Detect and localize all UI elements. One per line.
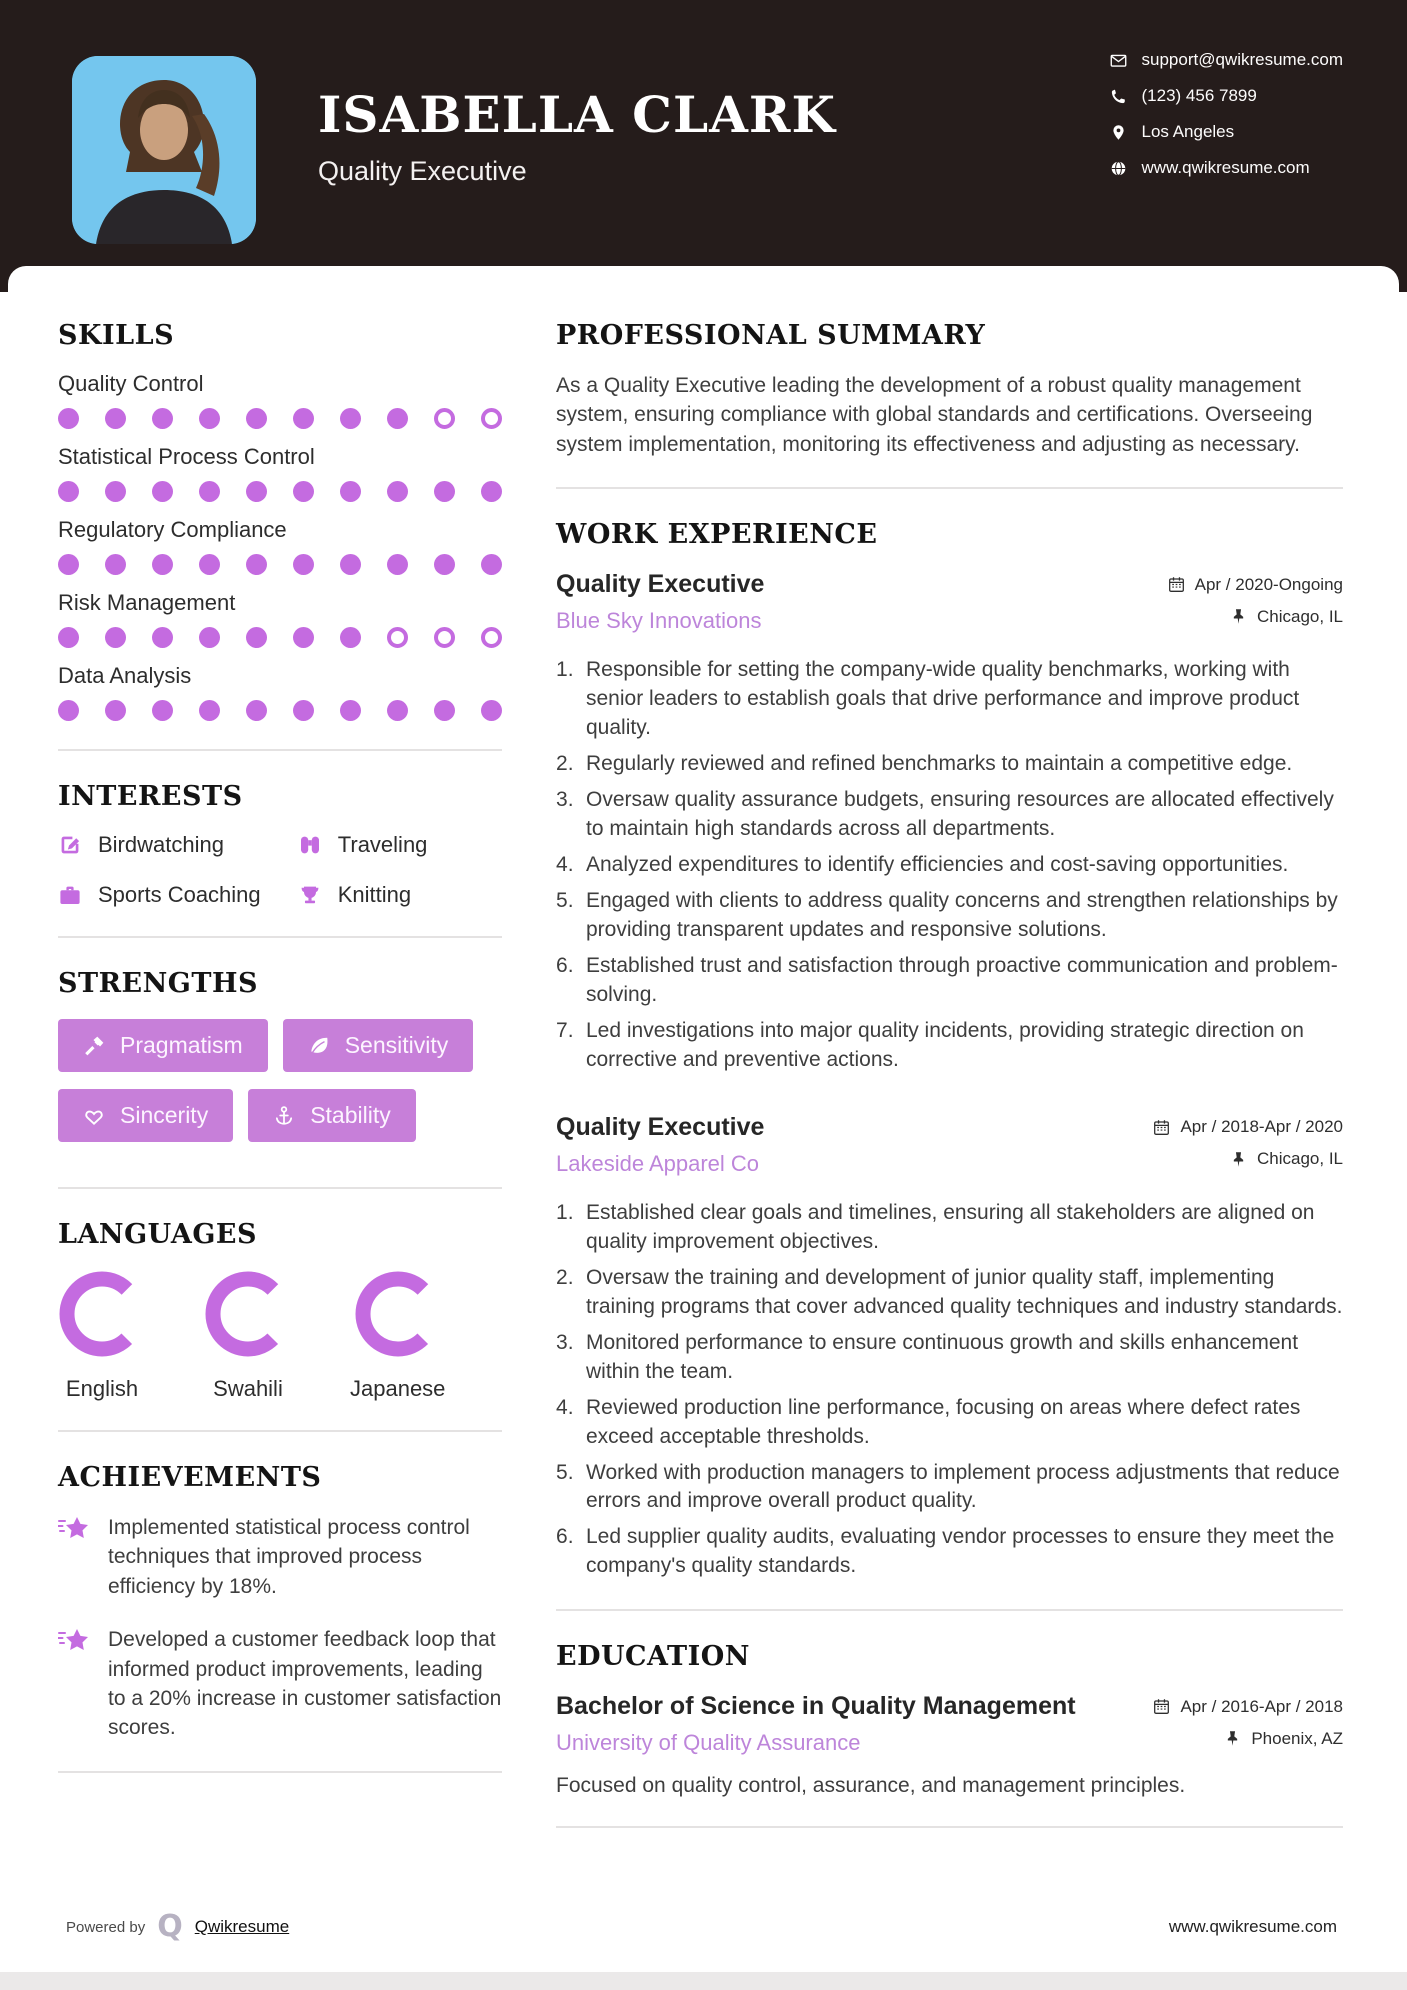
job-bullet: Responsible for setting the company-wide quality benchmarks, working with senior leaders to establish goals that drive performance and improve product quality.	[586, 658, 1300, 740]
interest-item	[58, 832, 298, 858]
job-date-text: Apr / 2020-Ongoing	[1194, 574, 1343, 594]
skill-rating	[58, 481, 502, 502]
rating-dot-filled	[58, 408, 79, 429]
job-bullet: Oversaw the training and development of junior quality staff, implementing training programs that cover advanced quality techniques and industry standards.	[586, 1265, 1343, 1318]
trophy-icon	[298, 883, 322, 907]
rating-dot-filled	[387, 408, 408, 429]
rating-dot-filled	[246, 554, 267, 575]
contact-phone-text: (123) 456 7899	[1141, 86, 1257, 105]
rating-dot-filled	[434, 554, 455, 575]
person-name: ISABELLA CLARK	[318, 85, 836, 144]
rating-dot-filled	[199, 554, 220, 575]
globe-icon	[1110, 160, 1127, 177]
interest-item	[298, 832, 502, 858]
rating-dot-filled	[105, 554, 126, 575]
strengths-heading: STRENGTHS	[58, 968, 258, 999]
strength-label: Sensitivity	[344, 1032, 449, 1058]
rating-dot-filled	[340, 627, 361, 648]
rating-dot-filled	[293, 481, 314, 502]
rating-dot-empty	[434, 408, 455, 429]
header	[0, 0, 1407, 292]
powered-by-block	[66, 1909, 290, 1944]
skill-rating	[58, 700, 502, 721]
job-company: Lakeside Apparel Co	[556, 1150, 760, 1176]
strengths-section	[58, 968, 502, 1159]
skill-rating	[58, 627, 502, 648]
job-location-text: Chicago, IL	[1257, 606, 1343, 626]
rating-dot-empty	[387, 627, 408, 648]
job-bullet: Established trust and satisfaction through proactive communication and problem-solving.	[586, 953, 1338, 1006]
section-divider	[58, 936, 502, 938]
rating-dot-filled	[152, 408, 173, 429]
section-divider	[556, 1826, 1343, 1828]
section-divider	[58, 1430, 502, 1432]
person-title: Quality Executive	[318, 156, 527, 186]
rating-dot-filled	[58, 481, 79, 502]
qwikresume-logo-icon: Q	[157, 1909, 183, 1944]
section-divider	[58, 1771, 502, 1773]
job-date-text: Apr / 2018-Apr / 2020	[1180, 1117, 1343, 1137]
gavel-icon	[83, 1035, 105, 1057]
rating-dot-filled	[481, 554, 502, 575]
binoculars-icon	[298, 833, 322, 857]
work-experience-section	[556, 519, 1343, 1581]
education-note: Focused on quality control, assurance, and management principles.	[556, 1774, 1186, 1798]
rating-dot-filled	[340, 408, 361, 429]
rating-dot-filled	[434, 700, 455, 721]
rating-dot-empty	[481, 627, 502, 648]
job-date	[1153, 1117, 1343, 1137]
rating-dot-filled	[293, 700, 314, 721]
skill-rating	[58, 554, 502, 575]
education-section	[556, 1641, 1343, 1798]
achievements-heading: ACHIEVEMENTS	[58, 1462, 322, 1493]
edit-icon	[58, 833, 82, 857]
interest-label: Traveling	[337, 832, 428, 857]
rating-dot-filled	[293, 408, 314, 429]
section-divider	[556, 487, 1343, 489]
job-bullet: Worked with production managers to implement process adjustments that reduce errors and improve overall product quality.	[586, 1460, 1340, 1513]
work-heading: WORK EXPERIENCE	[556, 519, 878, 551]
contact-website[interactable]	[1110, 158, 1344, 178]
job-location	[1230, 607, 1343, 627]
section-divider	[58, 1187, 502, 1189]
achievement-text: Implemented statistical process control techniques that improved process efficiency by 18%.	[108, 1516, 470, 1598]
pushpin-icon	[1230, 608, 1247, 625]
achievement-item	[58, 1625, 502, 1743]
rating-dot-filled	[340, 554, 361, 575]
phone-icon	[1110, 88, 1127, 105]
rating-dot-filled	[199, 481, 220, 502]
rating-dot-filled	[387, 700, 408, 721]
language-label: Swahili	[213, 1376, 283, 1401]
contact-location-text: Los Angeles	[1141, 122, 1235, 141]
rating-dot-filled	[105, 627, 126, 648]
job-bullet-list	[556, 1199, 1343, 1582]
strength-badge	[248, 1089, 416, 1142]
job-bullet: Regularly reviewed and refined benchmarks to maintain a competitive edge.	[586, 752, 1293, 776]
section-divider	[556, 1609, 1343, 1611]
heart-icon	[83, 1105, 105, 1127]
main-column	[556, 320, 1343, 1912]
interest-item	[298, 882, 502, 908]
job-bullet: Analyzed expenditures to identify efficiencies and cost-saving opportunities.	[586, 852, 1289, 876]
skill-item	[58, 590, 502, 648]
contact-phone[interactable]	[1110, 86, 1344, 106]
rating-dot-filled	[387, 554, 408, 575]
rating-dot-empty	[434, 627, 455, 648]
sidebar	[58, 320, 502, 1912]
rating-dot-filled	[293, 627, 314, 648]
education-location-text: Phoenix, AZ	[1251, 1728, 1343, 1748]
job-bullet: Engaged with clients to address quality concerns and strengthen relationships by providing transparent updates and responsive solutions.	[586, 888, 1338, 941]
leaf-icon	[308, 1035, 330, 1057]
contact-email[interactable]	[1110, 50, 1344, 70]
skill-label: Quality Control	[58, 371, 204, 396]
job-bullet-list	[556, 656, 1343, 1075]
skill-item	[58, 371, 502, 429]
anchor-icon	[273, 1105, 295, 1127]
job-bullet: Monitored performance to ensure continuous growth and skills enhancement within the team.	[586, 1330, 1299, 1383]
rating-dot-filled	[58, 554, 79, 575]
language-label: English	[65, 1376, 139, 1401]
skills-section	[58, 320, 502, 721]
rating-dot-filled	[246, 700, 267, 721]
rating-dot-filled	[152, 700, 173, 721]
job-bullet: Reviewed production line performance, focusing on areas where defect rates exceed acceptable thresholds.	[586, 1395, 1301, 1448]
languages-section	[58, 1219, 502, 1402]
interests-section	[58, 781, 502, 908]
rating-dot-filled	[434, 481, 455, 502]
rating-dot-filled	[340, 481, 361, 502]
summary-heading: PROFESSIONAL SUMMARY	[556, 320, 986, 351]
envelope-icon	[1110, 52, 1127, 69]
pushpin-icon	[1224, 1730, 1241, 1747]
summary-text: As a Quality Executive leading the development of a robust quality management system, ensuring compliance with global standards and certifications. Overseeing system implementation, monitoring its effectiveness and adjusting as necessary.	[556, 374, 1313, 456]
job-location	[1230, 1149, 1343, 1169]
strength-badge	[58, 1019, 268, 1072]
skill-label: Regulatory Compliance	[58, 517, 287, 542]
shooting-star-icon	[58, 1515, 90, 1545]
rating-dot-empty	[481, 408, 502, 429]
skill-item	[58, 444, 502, 502]
rating-dot-filled	[199, 627, 220, 648]
job-entry	[556, 570, 1343, 1075]
skill-item	[58, 517, 502, 575]
job-bullet: Led supplier quality audits, evaluating vendor processes to ensure they meet the company's quality standards.	[586, 1525, 1335, 1578]
skills-heading: SKILLS	[58, 320, 175, 351]
rating-dot-filled	[199, 700, 220, 721]
language-label: Japanese	[350, 1376, 446, 1401]
profile-photo	[72, 56, 256, 244]
rating-dot-filled	[246, 408, 267, 429]
page-bottom-strip	[0, 1972, 1407, 1990]
achievement-text: Developed a customer feedback loop that informed product improvements, leading to a 20% increase in customer satisfaction scores.	[108, 1628, 502, 1740]
school-name: University of Quality Assurance	[556, 1730, 861, 1756]
job-company: Blue Sky Innovations	[556, 608, 762, 634]
rating-dot-filled	[293, 554, 314, 575]
interest-label: Birdwatching	[98, 832, 224, 857]
job-title: Quality Executive	[556, 570, 765, 599]
content-sheet	[8, 266, 1399, 1972]
rating-dot-filled	[199, 408, 220, 429]
education-date	[1153, 1697, 1343, 1717]
skill-item	[58, 663, 502, 721]
rating-dot-filled	[105, 481, 126, 502]
language-gauge	[58, 1270, 146, 1358]
footer	[58, 1909, 1343, 1972]
interests-heading: INTERESTS	[58, 781, 243, 812]
portrait-silhouette	[72, 56, 256, 244]
pushpin-icon	[1230, 1151, 1247, 1168]
strength-label: Stability	[310, 1102, 391, 1128]
summary-section	[556, 320, 1343, 459]
rating-dot-filled	[152, 554, 173, 575]
rating-dot-filled	[246, 481, 267, 502]
footer-site-link[interactable]: www.qwikresume.com	[1168, 1917, 1337, 1936]
rating-dot-filled	[481, 700, 502, 721]
job-date	[1168, 575, 1343, 595]
job-title: Quality Executive	[556, 1112, 765, 1141]
brand-link[interactable]: Qwikresume	[194, 1917, 290, 1936]
job-bullet: Led investigations into major quality incidents, providing strategic direction on corrective and preventive actions.	[586, 1018, 1304, 1071]
identity-block	[318, 46, 836, 187]
rating-dot-filled	[152, 481, 173, 502]
rating-dot-filled	[105, 408, 126, 429]
language-item	[204, 1270, 292, 1402]
interest-label: Sports Coaching	[98, 882, 261, 907]
interest-item	[58, 882, 298, 908]
skill-label: Risk Management	[58, 590, 236, 615]
job-entry	[556, 1113, 1343, 1582]
achievements-section	[58, 1462, 502, 1743]
rating-dot-filled	[58, 627, 79, 648]
rating-dot-filled	[246, 627, 267, 648]
contact-list	[1110, 46, 1344, 178]
strength-label: Sincerity	[120, 1102, 209, 1128]
calendar-icon	[1168, 576, 1185, 593]
section-divider	[58, 749, 502, 751]
powered-by-text: Powered by	[66, 1918, 146, 1936]
job-location-text: Chicago, IL	[1257, 1149, 1343, 1169]
rating-dot-filled	[481, 481, 502, 502]
interest-label: Knitting	[337, 882, 412, 907]
education-entry	[556, 1692, 1343, 1798]
achievement-item	[58, 1513, 502, 1601]
language-item	[58, 1270, 146, 1402]
degree-title: Bachelor of Science in Quality Management	[556, 1692, 1076, 1721]
rating-dot-filled	[152, 627, 173, 648]
strength-badge	[58, 1089, 233, 1142]
strength-label: Pragmatism	[120, 1032, 243, 1058]
shooting-star-icon	[58, 1627, 90, 1657]
strength-badge	[283, 1019, 474, 1072]
rating-dot-filled	[387, 481, 408, 502]
education-heading: EDUCATION	[556, 1641, 750, 1673]
skill-label: Data Analysis	[58, 663, 192, 688]
job-bullet: Oversaw quality assurance budgets, ensuring resources are allocated effectively to maintain high standards across all departments.	[586, 788, 1334, 841]
education-date-text: Apr / 2016-Apr / 2018	[1180, 1696, 1343, 1716]
language-gauge	[354, 1270, 442, 1358]
calendar-icon	[1153, 1698, 1170, 1715]
contact-email-text: support@qwikresume.com	[1141, 50, 1343, 69]
language-item	[350, 1270, 445, 1402]
contact-website-text: www.qwikresume.com	[1141, 158, 1310, 177]
skill-rating	[58, 408, 502, 429]
rating-dot-filled	[105, 700, 126, 721]
rating-dot-filled	[340, 700, 361, 721]
education-location	[1224, 1729, 1343, 1749]
language-gauge	[204, 1270, 292, 1358]
job-bullet: Established clear goals and timelines, ensuring all stakeholders are aligned on quality improvement objectives.	[586, 1200, 1315, 1253]
languages-heading: LANGUAGES	[58, 1219, 257, 1250]
location-pin-icon	[1110, 124, 1127, 141]
contact-location	[1110, 122, 1344, 142]
rating-dot-filled	[58, 700, 79, 721]
briefcase-icon	[58, 883, 82, 907]
calendar-icon	[1153, 1119, 1170, 1136]
skill-label: Statistical Process Control	[58, 444, 315, 469]
